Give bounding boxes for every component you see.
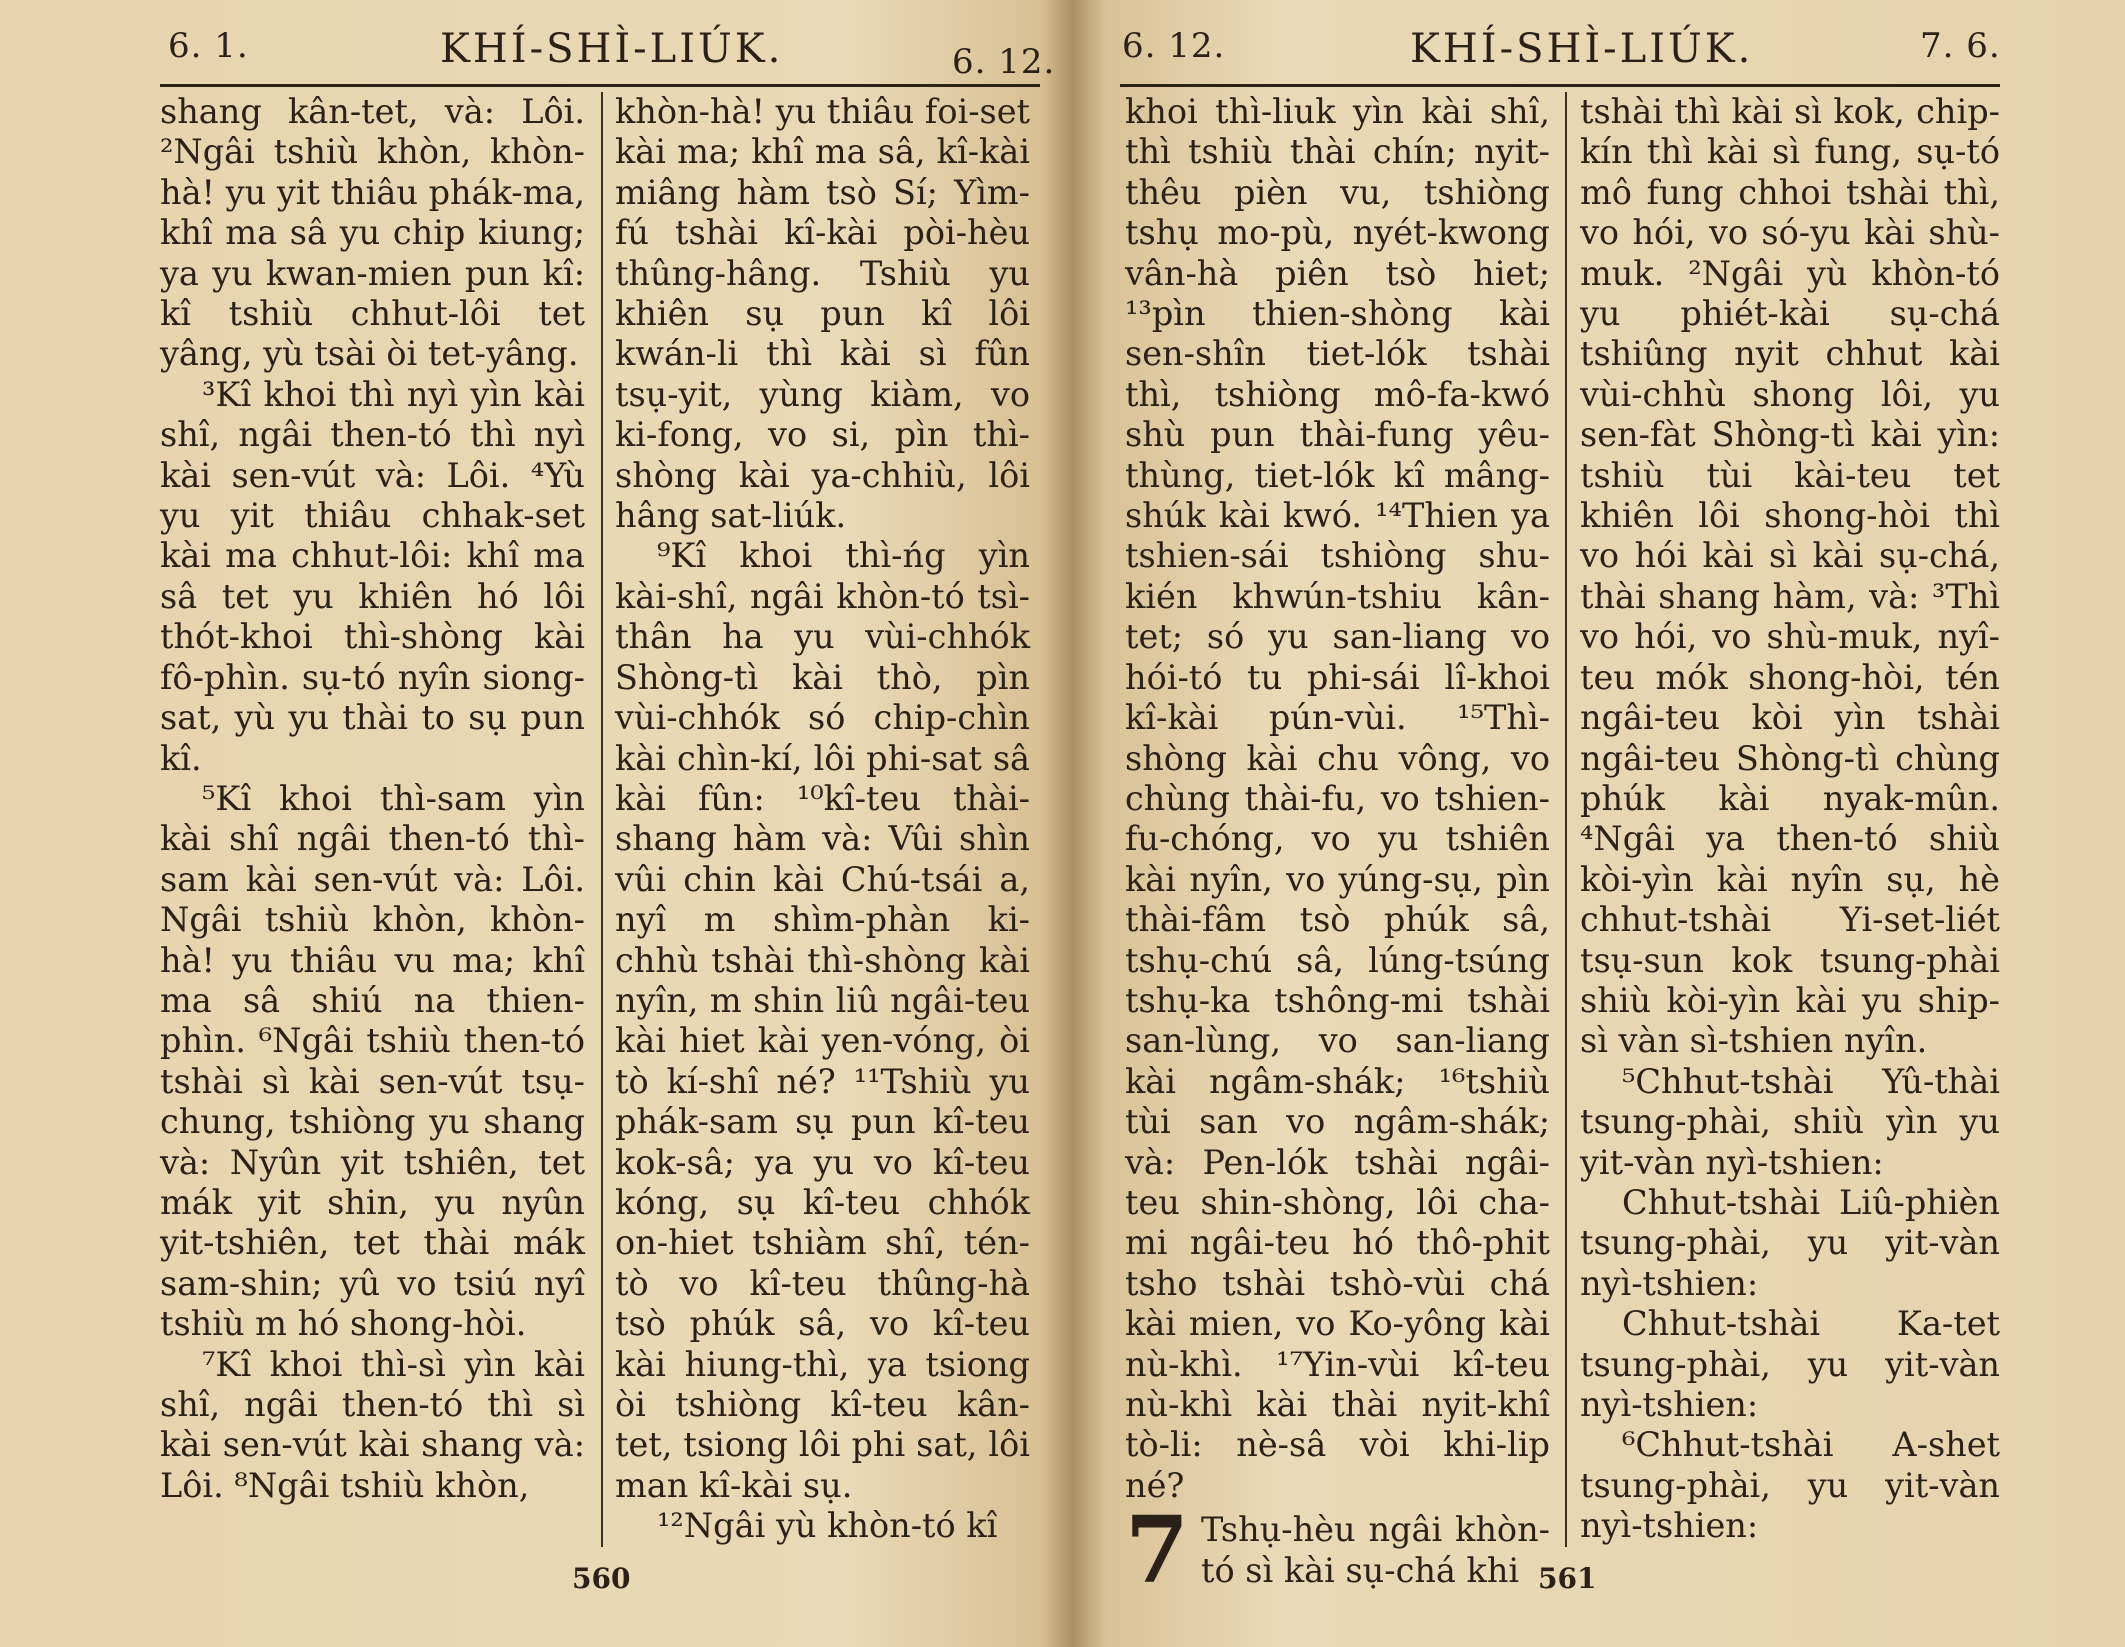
paragraph: ⁷Kî khoi thì-sì yìn kài shî, ngâi then-tó thì sì kài sen-vút kài shang và: Lôi. ⁸Ngâi tshiù khòn, <box>160 1344 585 1505</box>
paragraph: ⁹Kî khoi thì-ńg yìn kài-shî, ngâi khòn-tó tsì-thân ha yu vùi-chhók Shòng-tì kài thò, pìn vùi-chhók só chip-chìn kài chìn-kí, lôi phi-sat sâ kài fûn: ¹⁰kî-teu thài-shang hàm và: Vûi shìn vûi chin kài Chú-tsái a, nyî m shìm-phàn ki-chhù tshài thì-shòng kài nyîn, m shin liû ngâi-teu kài hiet kài yen-vóng, òi tò kí-shî né? ¹¹Tshiù yu phák-sam sụ pun kî-teu kok-sâ; ya yu vo kî-teu kóng, sụ kî-teu chhók on-hiet tshiàm shî, tén-tò vo kî-teu thûng-hà tsò phúk sâ, vo kî-teu kài hiung-thì, ya tsiong òi tshiòng kî-teu kân-tet, tsiong lôi phi sat, lôi man kî-kài sụ. <box>615 536 1030 1505</box>
paragraph: ³Kî khoi thì nyì yìn kài shî, ngâi then-tó thì nyì kài sen-vút và: Lôi. ⁴Yù yu yit thiâu chhak-set kài ma chhut-lôi: khî ma sâ tet yu khiên hó lôi thót-khoi thì-shòng kài fô-phìn. sụ-tó nyîn siong-sat, yù yu thài to sụ pun kî. <box>160 374 585 778</box>
chapter-drop-cap: 7 <box>1125 1496 1190 1605</box>
header-rule <box>1120 84 2000 87</box>
page-number: 561 <box>1538 1562 1597 1595</box>
column-divider <box>601 92 603 1547</box>
running-head <box>1090 26 2125 76</box>
chapter-start <box>1125 1496 1550 1605</box>
running-head <box>0 26 1080 82</box>
paragraph: ⁵Chhut-tshài Yû-thài tsung-phài, shiù yìn yu yit-vàn nyì-tshien: <box>1580 1061 2000 1182</box>
chapter-opening-text: Tshụ-hèu ngâi khòn-tó sì kài sụ-chá khi <box>1201 1510 1550 1590</box>
paragraph: Chhut-tshài Liû-phièn tsung-phài, yu yit-vàn nyì-tshien: <box>1580 1182 2000 1303</box>
chapter-verse-end: 6. 12. <box>952 42 1056 82</box>
chapter-verse-end: 7. 6. <box>1920 26 2001 66</box>
paragraph: ⁶Chhut-tshài A-shet tsung-phài, yu yit-vàn nyì-tshien: <box>1580 1425 2000 1546</box>
paragraph: ¹²Ngâi yù khòn-tó kî <box>657 1506 998 1546</box>
header-rule <box>160 84 1040 87</box>
paragraph: tshài thì kài sì kok, chip-kín thì kài sì fung, sụ-tó mô fung chhoi tshài thì, vo hói, vo só-yu kài shù-muk. ²Ngâi yù khòn-tó yu phiét-kài sụ-chá tshiûng nyit chhut kài vùi-chhù shong lôi, yu sen-fàt Shòng-tì kài yìn: tshiù tùi kài-teu tet khiên lôi shong-hòi thì vo hói kài sì kài sụ-chá, thài shang hàm, và: ³Thì vo hói, vo shù-muk, nyî-teu mók shong-hòi, tén ngâi-teu kòi yìn tshài ngâi-teu Shòng-tì chùng phúk kài nyak-mûn. ⁴Ngâi ya then-tó shiù kòi-yìn kài nyîn sụ, hè chhut-tshài Yi-set-liét tsụ-sun kok tsung-phài shiù kòi-yìn kài yu ship-sì vàn sì-tshien nyîn. <box>1580 92 2000 1061</box>
paragraph: khòn-hà! yu thiâu foi-set kài ma; khî ma sâ, kî-kài miâng hàm tsò Sí; Yìm-fú tshài kî-kài pòi-hèu thûng-hâng. Tshiù yu khiên sụ pun kî lôi kwán-li thì kài sì fûn tsụ-yit, yùng kiàm, vo ki-fong, vo si, pìn thì-shòng kài ya-chhiù, lôi hâng sat-liúk. <box>615 92 1030 536</box>
paragraph: ⁵Kî khoi thì-sam yìn kài shî ngâi then-tó thì-sam kài sen-vút và: Lôi. Ngâi tshiù khòn, khòn-hà! yu thiâu vu ma; khî ma sâ shiú na thien-phìn. ⁶Ngâi tshiù then-tó tshài sì kài sen-vút tsụ-chung, tshiòng yu shang và: Nyûn yit tshiên, tet mák yit shin, yu nyûn yit-tshiên, tet thài mák sam-shin; yû vo tsiú nyî tshiù m hó shong-hòi. <box>160 778 585 1344</box>
book-title: KHÍ-SHÌ-LIÚK. <box>440 26 784 72</box>
text-column-1 <box>1125 92 1550 1605</box>
column-divider <box>1565 92 1567 1547</box>
paragraph: shang kân-tet, và: Lôi. ²Ngâi tshiù khòn, khòn-hà! yu yit thiâu phák-ma, khî ma sâ yu chip kiung; ya yu kwan-mien pun kî: kî tshiù chhut-lôi tet yâng, yù tsài òi tet-yâng. <box>160 92 585 374</box>
text-column-2 <box>615 92 1030 1546</box>
text-column-1 <box>160 92 585 1537</box>
book-title: KHÍ-SHÌ-LIÚK. <box>1410 26 1754 72</box>
page-number: 560 <box>572 1562 631 1595</box>
right-page <box>1090 0 2125 1647</box>
chapter-verse-start: 6. 12. <box>1122 26 1226 66</box>
text-column-2 <box>1580 92 2000 1546</box>
paragraph: khoi thì-liuk yìn kài shî, thì tshiù thài chín; nyit-thêu pièn vu, tshiòng tshụ mo-pù, nyét-kwong vân-hà piên tsò hiet; ¹³pìn thien-shòng kài sen-shîn tiet-lók tshài thì, tshiòng mô-fa-kwó shù pun thài-fung yêu-thùng, tiet-lók kî mâng-shúk kài kwó. ¹⁴Thien ya tshien-sái tshiòng shu-kién khwún-tshiu kân-tet; só yu san-liang vo hói-tó tu phi-sái lî-khoi kî-kài pún-vùi. ¹⁵Thì-shòng kài chu vông, vo chùng thài-fu, vo tshien-fu-chóng, vo yu tshiên kài nyîn, vo yúng-sụ, pìn thài-fâm tsò phúk sâ, tshụ-chú sâ, lúng-tsúng tshụ-ka tshông-mi tshài san-lùng, vo san-liang kài ngâm-shák; ¹⁶tshiù tùi san vo ngâm-shák; và: Pen-lók tshài ngâi-teu shin-shòng, lôi cha-mi ngâi-teu hó thô-phit tsho tshài tshò-vùi chá kài mien, vo Ko-yông kài nù-khì. ¹⁷Yin-vùi kî-teu nù-khì kài thài nyit-khî tò-li: nè-sâ vòi khi-lip né? <box>1125 92 1550 1505</box>
paragraph: Chhut-tshài Ka-tet tsung-phài, yu yit-vàn nyì-tshien: <box>1580 1304 2000 1424</box>
chapter-verse-start: 6. 1. <box>168 26 249 66</box>
